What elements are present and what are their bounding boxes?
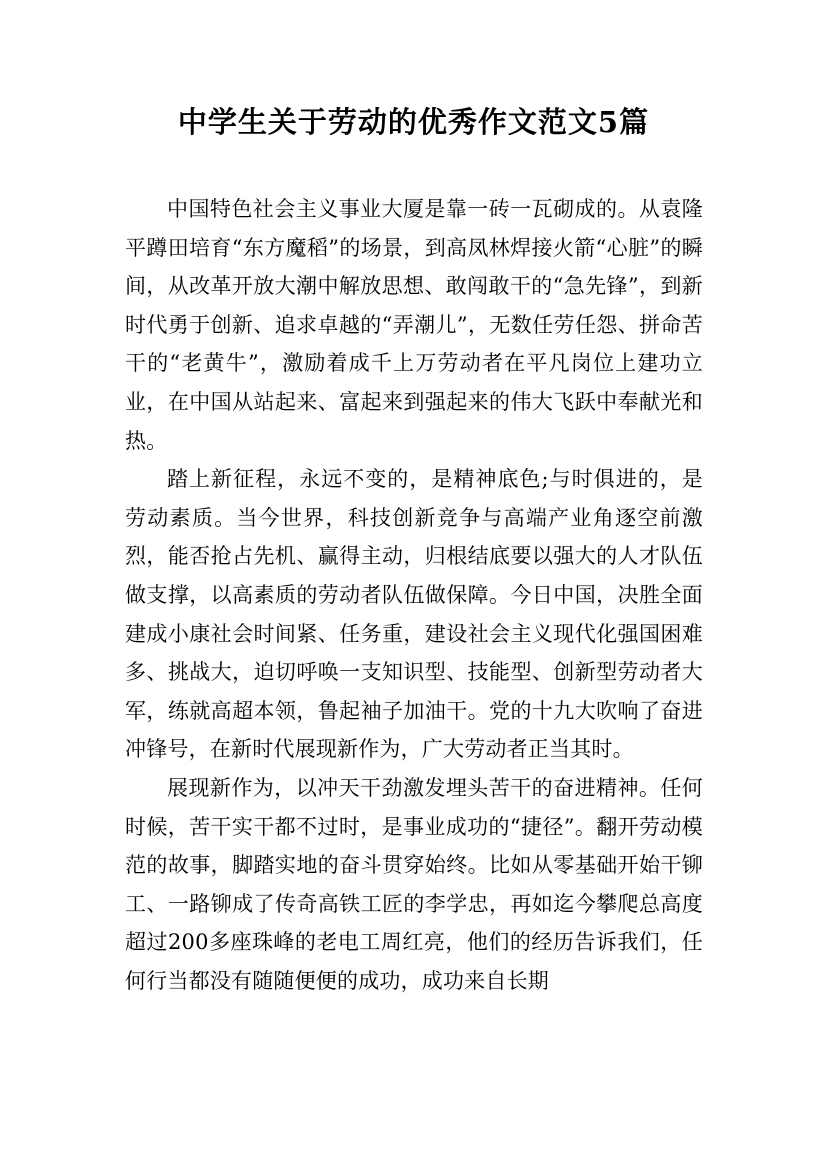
paragraph-2: 踏上新征程，永远不变的，是精神底色;与时俱进的，是劳动素质。当今世界，科技创新竞争与高端产业角逐空前激烈，能否抢占先机、赢得主动，归根结底要以强大的人才队伍做支撑，以高素质的劳动者队伍做保障。今日中国，决胜全面建成小康社会时间紧、任务重，建设社会主义现代化强国困难多、挑战大，迫切呼唤一支知识型、技能型、创新型劳动者大军，练就高超本领，鲁起袖子加油干。党的十九大吹响了奋进冲锋号，在新时代展现新作为，广大劳动者正当其时。	[125, 467, 703, 762]
paragraph-1: 中国特色社会主义事业大厦是靠一砖一瓦砌成的。从袁隆平蹲田培育“东方魔稻”的场景，到高凤林焊接火箭“心脏”的瞬间，从改革开放大潮中解放思想、敢闯敢干的“急先锋”，到新时代勇于创新、追求卓越的“弄潮儿”，无数任劳任怨、拼命苦干的“老黄牛”，激励着成千上万劳动者在平凡岗位上建功立业，在中国从站起来、富起来到强起来的伟大飞跃中奉献光和热。	[125, 197, 703, 453]
paragraph-3: 展现新作为，以冲天干劲激发埋头苦干的奋进精神。任何时候，苦干实干都不过时，是事业成功的“捷径”。翻开劳动模范的故事，脚踏实地的奋斗贯穿始终。比如从零基础开始干铆工、一路铆成了传奇高铁工匠的李学忠，再如迄今攀爬总高度超过200多座珠峰的老电工周红亮，他们的经历告诉我们，任何行当都没有随随便便的成功，成功来自长期	[125, 775, 703, 993]
document-title: 中学生关于劳动的优秀作文范文5篇	[177, 105, 650, 139]
document-body	[125, 190, 703, 1000]
